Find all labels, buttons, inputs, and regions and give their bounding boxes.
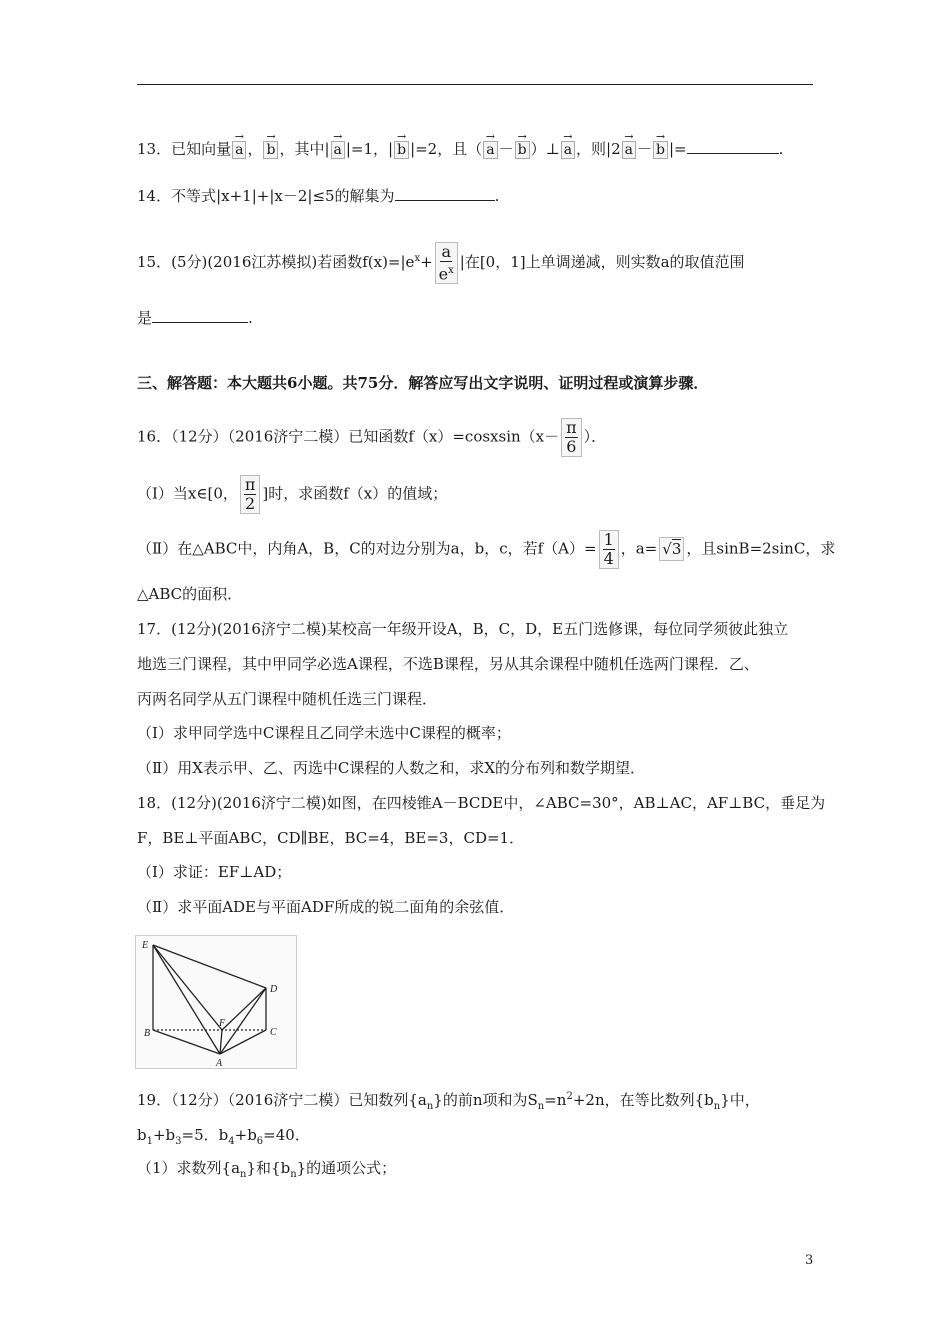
label-F: F <box>219 1018 226 1029</box>
question-19: 19．（12分）（2016济宁二模）已知数列$\{a_n\}$的前n项和为$S_n=n^2+2n$，在等比数列$\{b_n\}$中， <box>137 1091 760 1112</box>
section-heading: 三、解答题：本大题共6小题。共75分．解答应写出文字说明、证明过程或演算步骤． <box>137 374 709 392</box>
answer-blank <box>152 308 248 323</box>
fraction-1-4: $\frac{1}{4}$ <box>599 530 619 569</box>
vector-b: → b <box>263 141 278 159</box>
question-16-part2: （Ⅱ）在△ABC中，内角A，B，C的对边分别为a，b，c，若f（A）= $\frac{1}{4}$ ，a= √3 ，且sinB=2sinC，求 <box>137 530 836 568</box>
edge-DF <box>222 988 266 1030</box>
q13-text: 13．已知向量 <box>137 140 232 158</box>
question-14: 14．不等式|x+1|+|x－2|≤5的解集为 . <box>137 187 500 205</box>
label-A: A <box>216 1058 223 1068</box>
question-17-line2: 地选三门课程，其中甲同学必选A课程，不选B课程，另从其余课程中随机任选两门课程．乙、 <box>137 655 759 673</box>
question-15: 15．(5分)(2016江苏模拟)若函数$f(x)=|e^x+$ $\frac{a}{e^x}$ |在[0，1]上单调递减，则实数a的取值范围 <box>137 242 745 284</box>
label-D: D <box>270 984 278 995</box>
question-17-part2: （Ⅱ）用X表示甲、乙、丙选中C课程的人数之和，求X的分布列和数学期望． <box>137 759 646 777</box>
question-19-line2: $b_1+b_3=5$．$b_4+b_6=40$． <box>137 1126 310 1147</box>
header-rule <box>137 84 813 85</box>
sqrt-3: √3 <box>659 537 684 561</box>
answer-blank <box>395 186 495 201</box>
question-16-part2-line2: △ABC的面积． <box>137 585 243 603</box>
vector-a: → a <box>483 141 497 159</box>
question-17-part1: （Ⅰ）求甲同学选中C课程且乙同学未选中C课程的概率； <box>137 724 511 742</box>
pyramid-figure <box>135 935 297 1069</box>
question-17-line1: 17．(12分)(2016济宁二模)某校高一年级开设A，B，C，D，E五门选修课，每位同学须彼此独立 <box>137 620 789 638</box>
fraction: $\frac{a}{e^x}$ <box>435 242 458 284</box>
question-13: 13．已知向量 → a ， → b ，其中| → a |=1，| → b |=2，且（ → a － → b ）⊥ → a ，则|2 → a － → b |= . <box>137 130 784 158</box>
pyramid-diagram <box>136 936 296 1068</box>
question-18-line1: 18．(12分)(2016济宁二模)如图，在四棱锥A－BCDE中，∠ABC=30°，AB⊥AC，AF⊥BC，垂足为 <box>137 794 826 812</box>
vector-b: → b <box>394 141 409 159</box>
vector-a: → a <box>331 141 345 159</box>
question-18-line2: F，BE⊥平面ABC，CD∥BE，BC=4，BE=3，CD=1． <box>137 829 525 847</box>
question-19-part1: （1）求数列$\{a_n\}$和$\{b_n\}$的通项公式； <box>137 1159 397 1180</box>
edge-EA <box>153 945 220 1054</box>
label-E: E <box>142 940 149 951</box>
edge-BA <box>153 1030 220 1054</box>
question-18-part1: （Ⅰ）求证：EF⊥AD； <box>137 863 292 881</box>
vector-a: → a <box>561 141 575 159</box>
question-15-line2: 是 . <box>137 309 253 327</box>
fraction-pi-6: $\frac{\pi}{6}$ <box>561 418 582 457</box>
vector-b: → b <box>653 141 668 159</box>
fraction-pi-2: $\frac{\pi}{2}$ <box>240 475 261 514</box>
question-16: 16．（12分）（2016济宁二模）已知函数f（x）=cosxsin（x－ $\frac{\pi}{6}$ ）． <box>137 418 607 456</box>
edge-DA <box>220 988 266 1054</box>
page-number: 3 <box>805 1253 814 1268</box>
label-C: C <box>270 1027 277 1038</box>
answer-blank <box>687 139 779 154</box>
vector-b: → b <box>515 141 530 159</box>
question-18-part2: （Ⅱ）求平面ADE与平面ADF所成的锐二面角的余弦值． <box>137 898 515 916</box>
edge-FA <box>220 1030 222 1054</box>
label-B: B <box>144 1028 151 1039</box>
vector-a: → a <box>232 141 246 159</box>
edge-AC <box>220 1030 266 1054</box>
vector-a: → a <box>622 141 636 159</box>
question-17-line3: 丙两名同学从五门课程中随机任选三门课程． <box>137 690 438 708</box>
question-16-part1: （Ⅰ）当x∈[0， $\frac{\pi}{2}$ ]时，求函数f（x）的值域； <box>137 475 448 513</box>
